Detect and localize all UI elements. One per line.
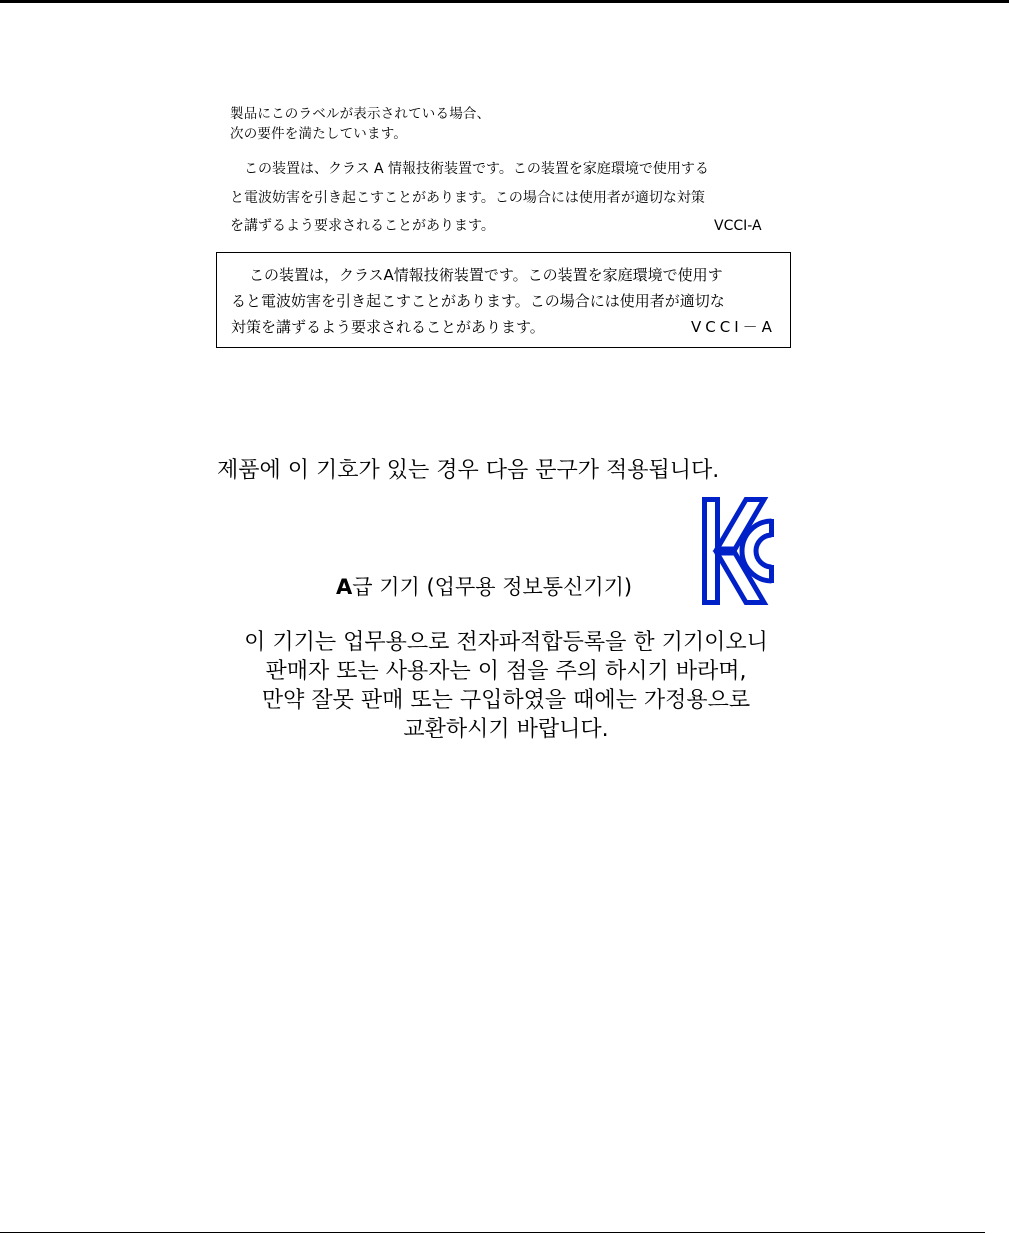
kc-statement-line: 만약 잘못 판매 또는 구입하였을 때에는 가정용으로 bbox=[261, 688, 751, 713]
bottom-rule bbox=[0, 1232, 985, 1233]
vcci-intro-line: 次の要件を満たしています。 bbox=[230, 126, 408, 142]
vcci-label-line: この装置は，クラスA情報技術装置です。この装置を家庭環境で使用す bbox=[249, 266, 723, 284]
kc-class-text: 급 기기 (업무용 정보통신기기) bbox=[352, 575, 633, 599]
vcci-label-line: ると電波妨害を引き起こすことがあります。この場合には使用者が適切な bbox=[231, 292, 725, 310]
vcci-label-line: 対策を講ずるよう要求されることがあります。 bbox=[231, 318, 545, 336]
kc-statement-line: 이 기기는 업무용으로 전자파적합등록을 한 기기이오니 bbox=[244, 630, 768, 655]
kc-statement-line: 판매자 또는 사용자는 이 점을 주의 하시기 바라며, bbox=[265, 659, 747, 684]
top-rule bbox=[0, 0, 1009, 3]
kc-statement-line: 교환하시기 바랍니다. bbox=[403, 717, 609, 742]
vcci-label-code: VCCI－A bbox=[691, 318, 776, 336]
kc-mark-icon bbox=[702, 497, 774, 605]
vcci-code: VCCI-A bbox=[714, 218, 762, 234]
vcci-statement bbox=[230, 155, 790, 241]
vcci-statement-line: を講ずるよう要求されることがあります。 bbox=[230, 218, 495, 234]
kc-statement bbox=[200, 628, 812, 744]
vcci-statement-line: と電波妨害を引き起こすことがあります。この場合には使用者が適切な対策 bbox=[230, 189, 705, 206]
kc-class-label bbox=[336, 572, 632, 602]
vcci-intro bbox=[230, 104, 490, 144]
vcci-label-box bbox=[216, 252, 791, 348]
kc-class-letter: A bbox=[336, 575, 353, 599]
vcci-intro-line: 製品にこのラベルが表示されている場合、 bbox=[230, 106, 491, 122]
vcci-statement-line: この装置は、クラス A 情報技術装置です。この装置を家庭環境で使用する bbox=[244, 161, 709, 177]
kc-heading: 제품에 이 기호가 있는 경우 다음 문구가 적용됩니다. bbox=[217, 458, 720, 483]
